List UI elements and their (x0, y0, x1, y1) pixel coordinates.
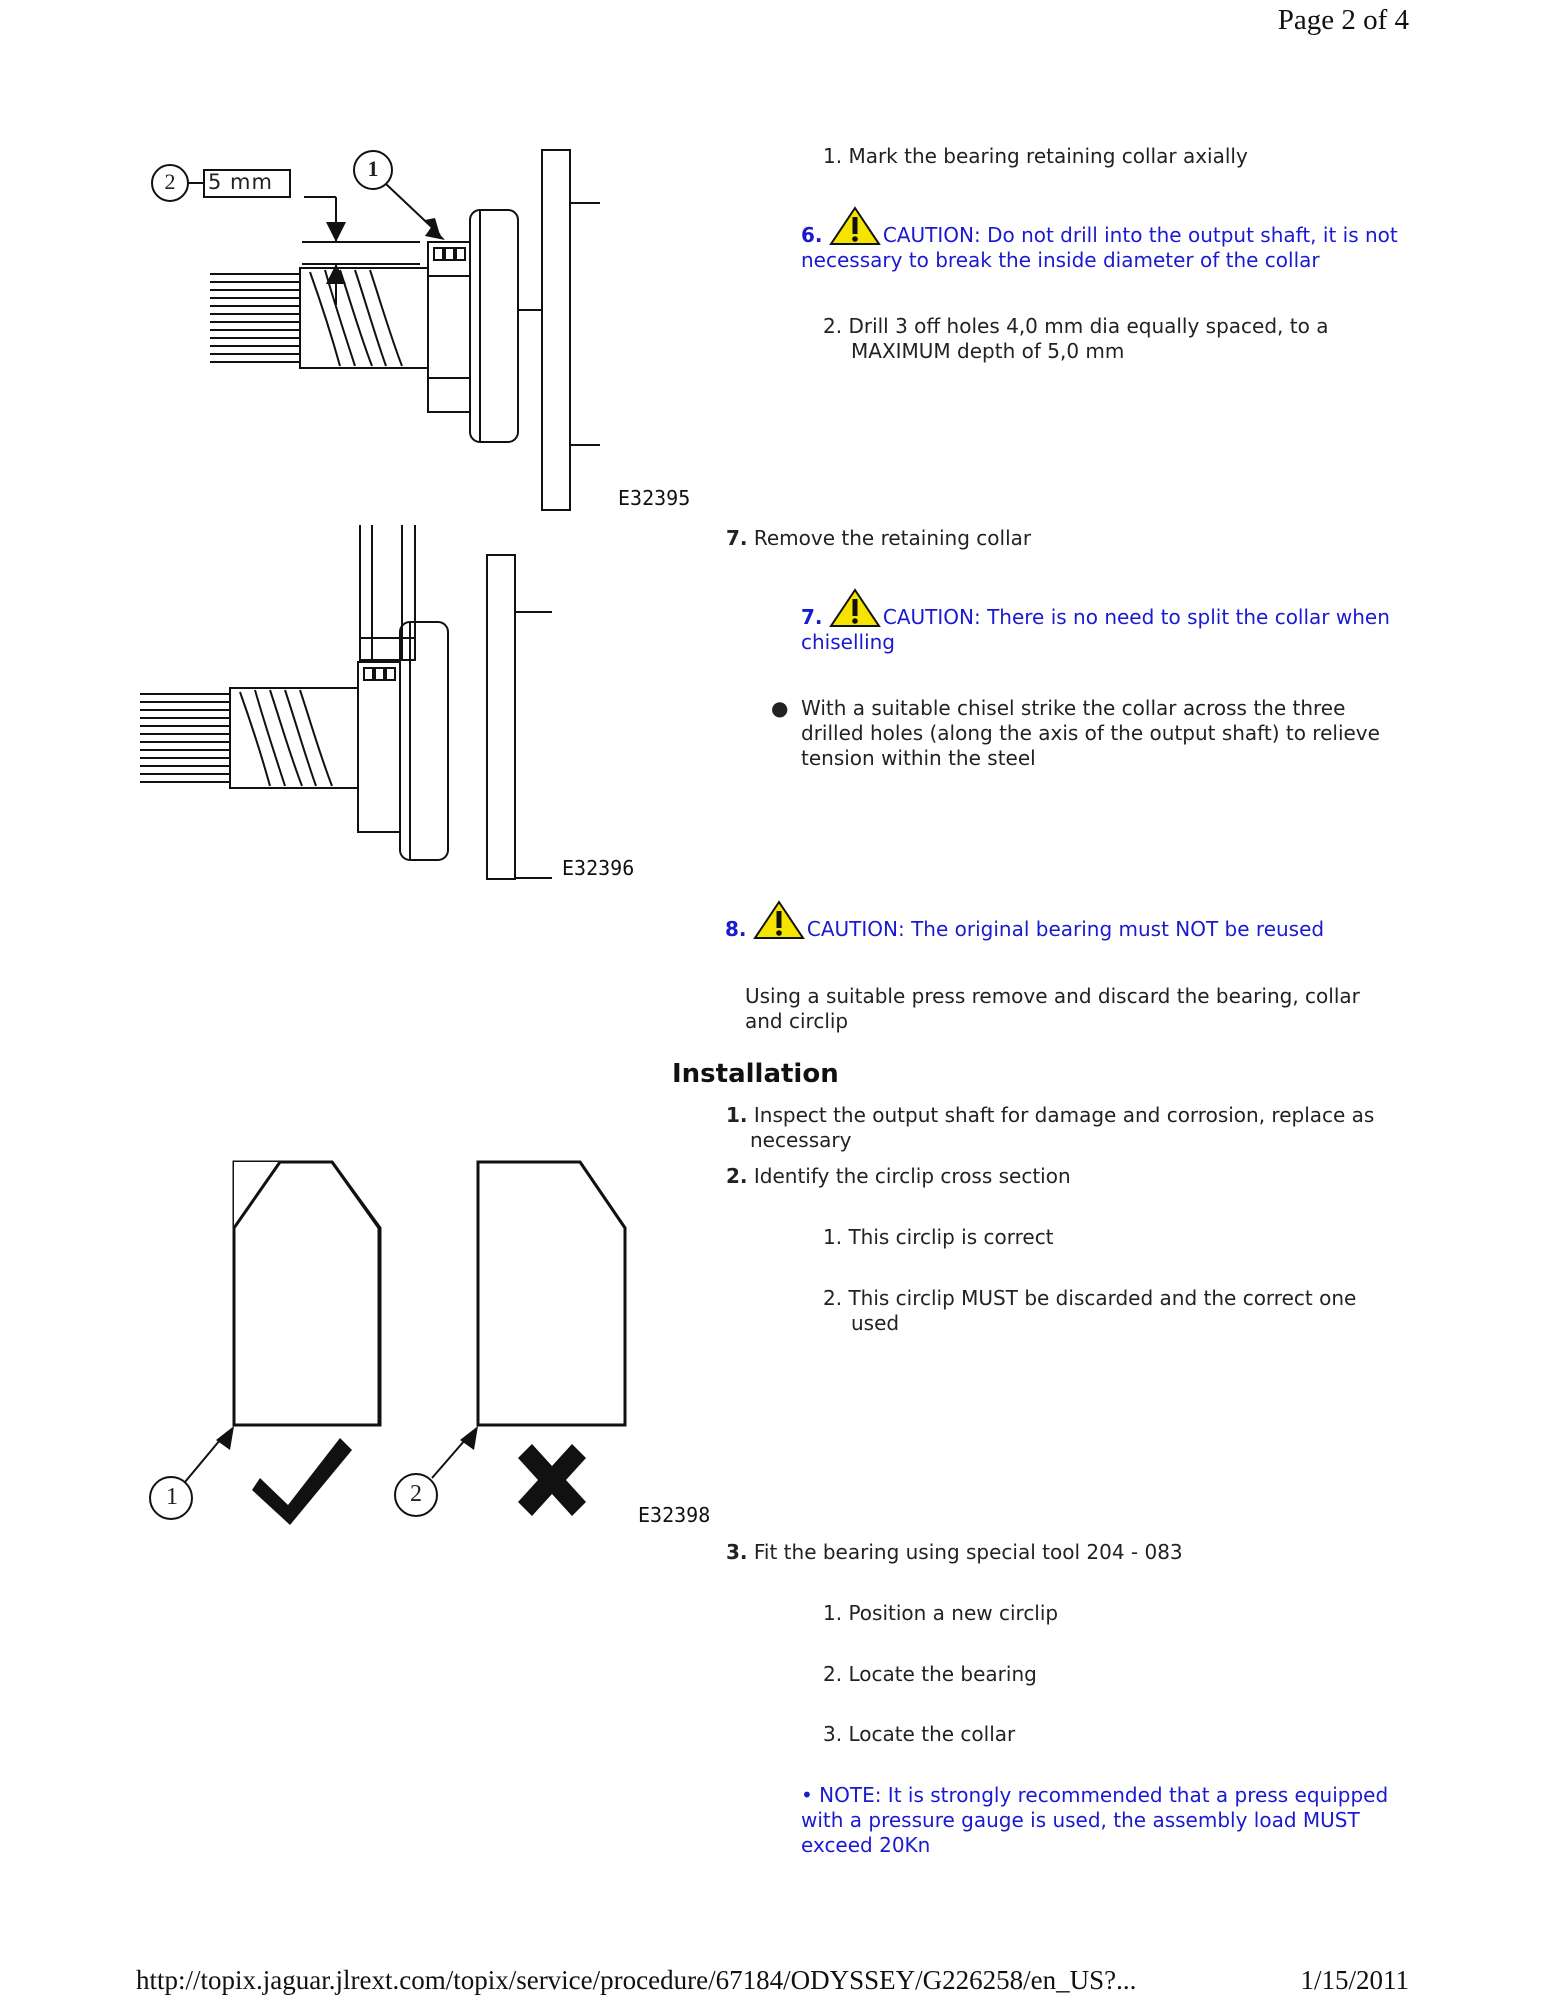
install-step-2-substep-2-line2: used (851, 1311, 900, 1335)
removal-step-7 (726, 526, 1426, 551)
install-step-1-number: 1. (726, 1103, 748, 1127)
warning-triangle-icon (829, 206, 881, 246)
fig1-callout-2-label: 2 (164, 169, 176, 194)
install-step-2-text: Identify the circlip cross section (753, 1164, 1071, 1188)
fig3-callout-2-label: 2 (410, 1481, 422, 1507)
figure-e32395 (140, 140, 700, 520)
fig2-id: E32396 (562, 856, 635, 880)
install-step-2-substep-2-line1: 2. This circlip MUST be discarded and the correct one (823, 1286, 1357, 1310)
install-step-3-substep-3: 3. Locate the collar (823, 1722, 1016, 1746)
removal-step-8-text: Using a suitable press remove and discard the bearing, collar and circlip (745, 984, 1360, 1033)
caution-6-text: CAUTION: Do not drill into the output shaft, it is not necessary to break the inside diameter of the collar (801, 223, 1398, 272)
step-7-number: 7. (726, 526, 748, 550)
caution-7-text: CAUTION: There is no need to split the collar when chiselling (801, 605, 1390, 654)
figure-e32396 (140, 520, 660, 890)
removal-substep-2-line2: MAXIMUM depth of 5,0 mm (851, 339, 1125, 363)
removal-substep-2-line1: 2. Drill 3 off holes 4,0 mm dia equally spaced, to a (823, 314, 1329, 338)
install-step-3-number: 3. (726, 1540, 748, 1564)
bullet-dot: ● (771, 696, 789, 720)
removal-bullet-7 (771, 696, 1413, 771)
install-step-3-substep-2: 2. Locate the bearing (823, 1662, 1037, 1686)
fig3-callout-1-label: 1 (166, 1484, 178, 1510)
installation-step-2 (726, 1164, 1426, 1189)
installation-step-1 (726, 1103, 1426, 1153)
installation-note: • NOTE: It is strongly recommended that a press equipped with a pressure gauge is used, the assembly load MUST exceed 20Kn (801, 1783, 1389, 1857)
install-step-3-substep-1: 1. Position a new circlip (823, 1601, 1059, 1625)
caution-8 (725, 900, 1425, 942)
install-step-2-substep-1: 1. This circlip is correct (823, 1225, 1054, 1249)
caution-8-text: CAUTION: The original bearing must NOT be reused (806, 917, 1325, 941)
installation-heading: Installation (672, 1059, 839, 1089)
figure-e32398 (140, 1150, 700, 1530)
caution-7 (801, 588, 1391, 655)
caution-6-number: 6. (801, 223, 823, 247)
install-step-2-substep-2 (823, 1286, 1423, 1336)
install-step-3-text: Fit the bearing using special tool 204 - 083 (753, 1540, 1183, 1564)
warning-triangle-icon (753, 900, 805, 940)
bullet-7-text: With a suitable chisel strike the collar across the three drilled holes (along the axis of the output shaft) to relieve tension within the steel (801, 696, 1380, 770)
footer-url[interactable]: http://topix.jaguar.jlrext.com/topix/service/procedure/67184/ODYSSEY/G226258/en_US?... (136, 1965, 1137, 1995)
install-step-1-line1: Inspect the output shaft for damage and corrosion, replace as (753, 1103, 1375, 1127)
caution-8-number: 8. (725, 917, 747, 941)
fig1-callout-1-label: 1 (367, 156, 379, 181)
fig3-id: E32398 (638, 1503, 711, 1527)
step-7-text: Remove the retaining collar (753, 526, 1032, 550)
fig1-dimension-label: 5 mm (208, 170, 273, 194)
warning-triangle-icon (829, 588, 881, 628)
removal-substep-1: 1. Mark the bearing retaining collar axially (823, 144, 1248, 168)
page-number: Page 2 of 4 (1277, 4, 1409, 36)
caution-7-number: 7. (801, 605, 823, 629)
install-step-2-number: 2. (726, 1164, 748, 1188)
footer-date: 1/15/2011 (1300, 1965, 1409, 1995)
fig1-id: E32395 (618, 486, 691, 510)
installation-step-3 (726, 1540, 1426, 1565)
removal-substep-2 (823, 314, 1423, 364)
install-step-1-line2: necessary (750, 1128, 852, 1152)
caution-6 (801, 206, 1401, 273)
